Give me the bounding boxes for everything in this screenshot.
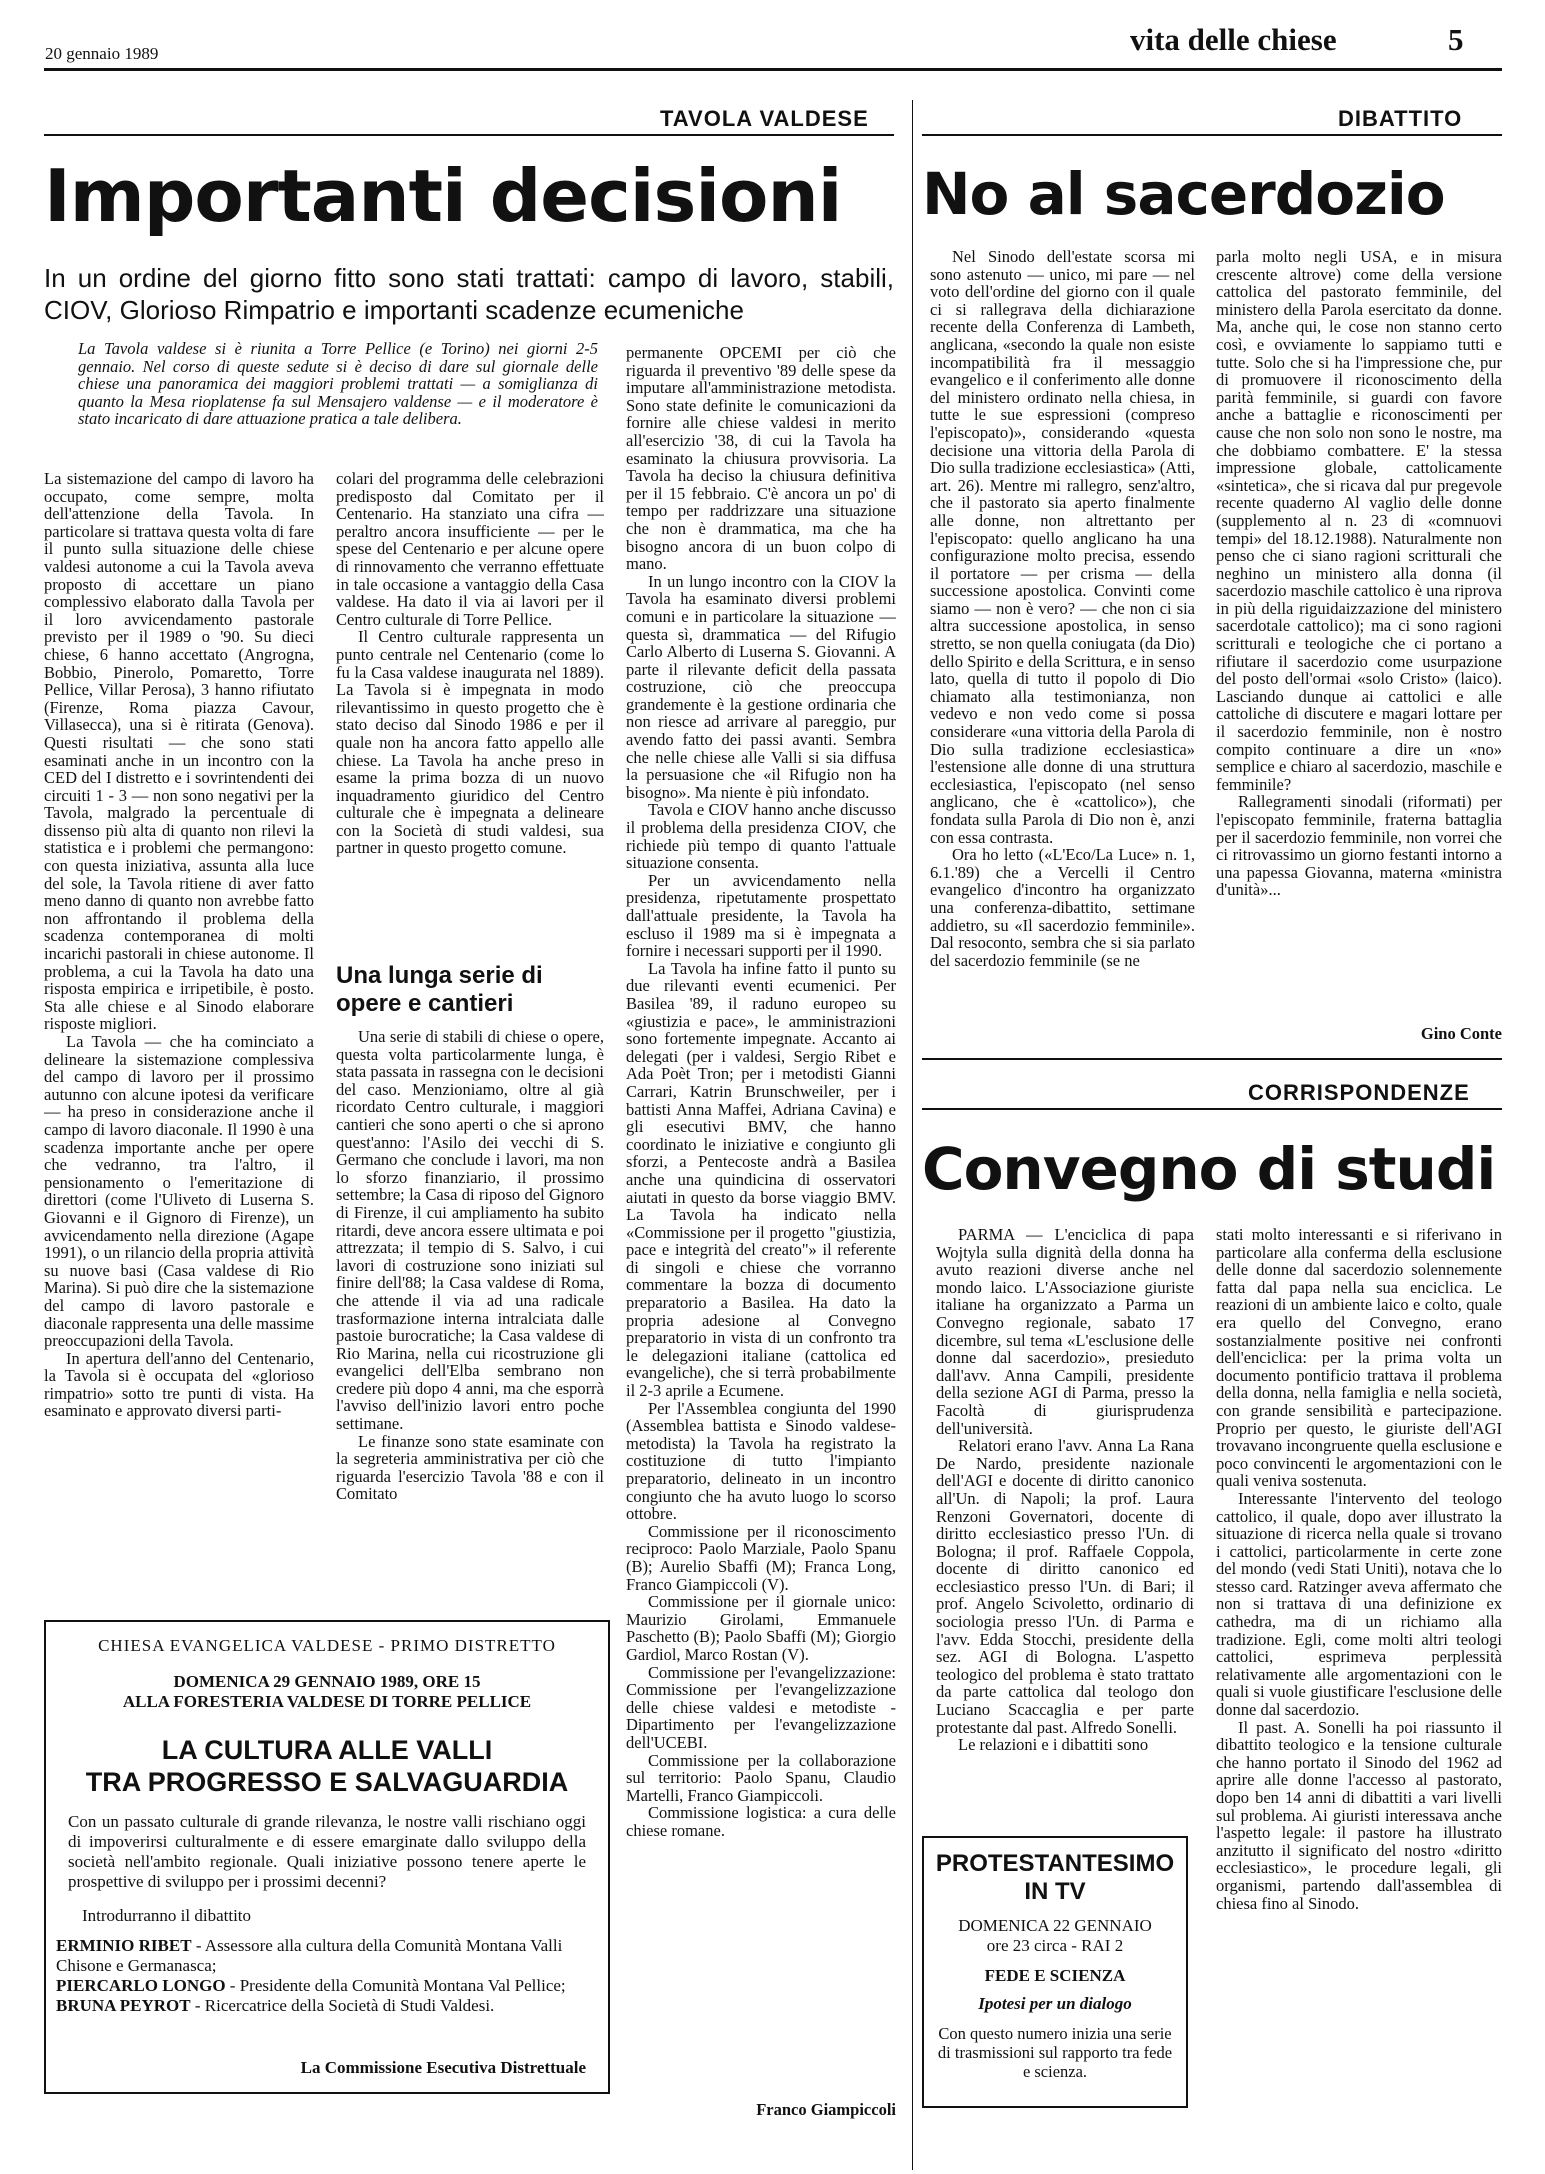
- tavola-kicker-rule: [44, 134, 894, 136]
- paragraph: Tavola e CIOV hanno anche discusso il problema della presidenza CIOV, che richiede più tempo di quanto l'attuale situazione consenta.: [626, 800, 896, 873]
- speaker: [56, 1976, 586, 1996]
- tavola-column-2b: [336, 1028, 604, 1600]
- ad-protestantesimo-tv: [922, 1836, 1188, 2108]
- paragraph: La sistemazione del campo di lavoro ha occupato, come sempre, molta dell'attenzione della Tavola. In particolare si trattava questa volta di fare il punto sulla situazione delle chiese valdesi autonome a cui la Tavola aveva proposto di accettare un piano complessivo elaborato dalla Tavola per il loro avvicendamento pastorale previsto per il 1989 o '90. Su dieci chiese, 6 hanno accettato (Angrogna, Bobbio, Pinerolo, Pomaretto, Torre Pellice, Villar Perosa), 3 hanno rifiutato (Firenze, Roma piazza Cavour, Villasecca), una si è ritirata (Genova). Questi risultati — che sono stati esaminati anche in un incontro con la CED del I distretto e i sovrintendenti dei circuiti 1 - 3 — non sono negativi per la Tavola, malgrado la percentuale di dissenso più alta di quanto non rilevi la statistica e i problemi che permangono: con questa iniziativa, assunta alla luce del sole, la Tavola ritiene di aver fatto meno danno di quanto non avrebbe fatto non affrontando il problema della scadenza contemporanea di molti incarichi pastorali in chiese autonome. Il problema, a cui la Tavola ha dato una risposta empirica e irripetibile, è posto. Sta alle chiese e al Sinodo elaborare risposte migliori.: [44, 470, 314, 1034]
- paragraph: PARMA — L'enciclica di papa Wojtyla sulla dignità della donna ha avuto reazioni diverse anche nel mondo laico. L'Associazione giuriste italiane ha organizzato a Parma un Convegno regionale, sabato 17 dicembre, sul tema «L'esclusione delle donne dal sacerdozio», presieduto dall'avv. Anna Campili, presidente della sezione AGI di Parma, presso la Facoltà di giurisprudenza dell'università.: [936, 1226, 1194, 1438]
- ad-body: Con un passato culturale di grande rilevanza, le nostre valli rischiano oggi di impoverirsi culturalmente e di essere emarginate dallo sviluppo della società nell'ambito regionale. Quali iniziative possono tenere aperte le prospettive di sviluppo per i prossimi decenni?: [68, 1812, 586, 1891]
- ad-title-1: LA CULTURA ALLE VALLI: [161, 1735, 493, 1765]
- header-rule: [44, 68, 1502, 71]
- paragraph: permanente OPCEMI per ciò che riguarda il preventivo '89 delle spese da imputare all'amministrazione metodista. Sono state definite le comunicazioni da fornire alle chiese valdesi in merito all'esercizio '38, di cui la Tavola ha esaminato la chiusura provvisoria. La Tavola ha deciso la chiusura definitiva per il 15 febbraio. C'è ancora un po' di tempo per raddrizzare una situazione che non è drammatica, ma che ha bisogno ancora di un buon colpo di mano.: [626, 344, 896, 574]
- column-divider: [912, 100, 913, 2170]
- section-rule: [922, 1058, 1502, 1060]
- tavola-standfirst: In un ordine del giorno fitto sono stati trattati: campo di lavoro, stabili, CIOV, Glorioso Rimpatrio e importanti scadenze ecumeniche: [44, 263, 894, 325]
- tv-title-2: IN TV: [1024, 1878, 1086, 1905]
- ad-venue: ALLA FORESTERIA VALDESE DI TORRE PELLICE: [122, 1692, 532, 1711]
- paragraph: La Tavola — che ha cominciato a delineare la sistemazione complessiva del campo di lavoro per il prossimo autunno con alcune ipotesi da verificare — ha preso in considerazione anche il campo di lavoro diaconale. Il 1990 è una scadenza importante anche per opere che vedranno, tra l'altro, il pensionamento o l'emeritazione di direttori (come l'Uliveto di Luserna S. Giovanni e il Gignoro di Firenze), un avvicendamento nella direzione (Agape 1991), o un rilancio della propria attività su nuove basi (Casa valdese di Rio Marina). Si può dire che la sistemazione del campo di lavoro pastorale e diaconale rappresenta una delle massime preoccupazioni della Tavola.: [44, 1032, 314, 1351]
- section-title: vita delle chiese: [1130, 22, 1337, 57]
- tavola-headline: Importanti decisioni: [44, 154, 842, 238]
- paragraph: Le finanze sono state esaminate con la segreteria amministrativa per ciò che riguarda l'esercizio Tavola '88 e con il Comitato: [336, 1431, 604, 1504]
- corrispondenze-headline: Convegno di studi: [922, 1135, 1496, 1203]
- speaker-role: - Ricercatrice della Società di Studi Valdesi.: [194, 1996, 495, 2015]
- tavola-column-2: [336, 470, 604, 950]
- paragraph: In apertura dell'anno del Centenario, la Tavola si è occupata del «glorioso rimpatrio» sotto tre punti di vista. Ha esaminato e approvato diversi parti-: [44, 1348, 314, 1421]
- paragraph: Per l'Assemblea congiunta del 1990 (Assemblea battista e Sinodo valdese-metodista) la Tavola ha registrato la costituzione di tutto l'impianto preparatorio, delineato in un incontro congiunto che ha avuto luogo lo scorso ottobre.: [626, 1398, 896, 1524]
- corrispondenze-kicker-rule: [922, 1108, 1502, 1110]
- dibattito-column-1: [930, 248, 1195, 1048]
- ad-organizer: CHIESA EVANGELICA VALDESE - PRIMO DISTRETTO: [98, 1636, 556, 1655]
- paragraph: La Tavola ha infine fatto il punto su due rilevanti eventi ecumenici. Per Basilea '89, il raduno europeo su «giustizia e pace», le amministrazioni sono fortemente impegnate. Accanto ai delegati (per i valdesi, Sergio Ribet e Ada Poèt Tron; per i metodisti Gianni Carrari, Katrin Brunschweiler, per i battisti Anna Maffei, Adriana Cavina) e gli esecutivi BMV, che hanno coordinato le iniziative e congiunto gli sforzi, a Pentecoste andrà a Basilea anche una quindicina di osservatori aiutati in questo da borse viaggio BMV. La Tavola ha indicato nella «Commissione per il progetto "giustizia, pace e integrità del creato"» il referente di singoli e chiese che vorranno commentare la bozza di documento preparatorio a Basilea. Ha dato la propria adesione al Convegno preparatorio in vista di un confronto tra le delegazioni italiane (cattolica ed evangeliche), che si terrà probabilmente il 2-3 aprile a Ecumene.: [626, 958, 896, 1401]
- tavola-subhead: Una lunga serie di opere e cantieri: [336, 962, 543, 1017]
- tv-body: Con questo numero inizia una serie di trasmissioni sul rapporto tra fede e scienza.: [937, 2024, 1173, 2081]
- dibattito-column-2: [1216, 248, 1502, 1018]
- tavola-kicker: TAVOLA VALDESE: [660, 106, 869, 131]
- ad-cultura-valli: [44, 1620, 610, 2094]
- paragraph: Commissione per l'evangelizzazione: Commissione per l'evangelizzazione delle chiese valdesi e metodiste - Dipartimento per l'evangelizzazione dell'UCEBI.: [626, 1662, 896, 1752]
- issue-date: 20 gennaio 1989: [45, 44, 159, 63]
- dibattito-kicker: DIBATTITO: [1338, 106, 1463, 131]
- paragraph: Commissione logistica: a cura delle chiese romane.: [626, 1803, 896, 1840]
- paragraph: Il past. A. Sonelli ha poi riassunto il dibattito teologico e la tensione culturale che hanno portato il Sinodo del 1962 ad aprire alle donne l'accesso al pastorato, dopo ben 14 anni di dibattiti a vari livelli sul problema. Ai giuristi interessava anche l'aspetto legale: il pastore ha illustrato anzitutto il significato del nostro «diritto ecclesiastico», le procedure legali, gli organismi, partendo dall'assemblea di chiesa fino al Sinodo.: [1216, 1717, 1502, 1913]
- paragraph: Una serie di stabili di chiese o opere, questa volta particolarmente lunga, è stata passata in rassegna con le decisioni del caso. Menzioniamo, oltre al già ricordato Centro culturale, i maggiori cantieri che sono aperti o che si aprono quest'anno: l'Asilo dei vecchi di S. Germano che conclude i lavori, ma non lo sforzo finanziario, il prossimo settembre; la Casa di riposo del Gignoro di Firenze, il cui ampliamento ha subito ritardi, deve ancora essere ultimata e poi attrezzata; il tempio di S. Salvo, i cui lavori di costruzione sono iniziati sul finire dell'88; la Casa valdese di Roma, che attende il via ad una radicale trasformazione interna intralciata dalle pastoie burocratiche; la Casa valdese di Rio Marina, nella cui ricostruzione gli evangelici dell'Elba sembrano non credere più dopo 4 anni, ma che esporrà l'avviso dell'inizio lavori entro poche settimane.: [336, 1028, 604, 1434]
- paragraph: Ora ho letto («L'Eco/La Luce» n. 1, 6.1.'89) che a Vercelli il Centro evangelico d'incontro ha organizzato una conferenza-dibattito, settimane addietro, su «Il sacerdozio femminile». Dal resoconto, sembra che si sia parlato del sacerdozio femminile (se ne: [930, 845, 1195, 970]
- paragraph: Rallegramenti sinodali (riformati) per l'episcopato femminile, fraterna battaglia per il sacerdozio femminile, non vorrei che ci ritrovassimo un giorno festanti intorno a una papessa Giovanna, materna «ministra d'unità»...: [1216, 792, 1502, 900]
- paragraph: stati molto interessanti e si riferivano in particolare alla conferma della esclusione delle donne dal sacerdozio solennemente fatta dal papa nella sua enciclica. Le reazioni di un ambiente laico e colto, quale era quello del Convegno, erano sostanzialmente positive nei confronti dell'enciclica: per la prima volta un documento pontificio trattava il problema della donna, nella famiglia e nella società, con grande sensibilità e partecipazione. Proprio per questo, le giuriste dell'AGI trovavano incongruente quella esclusione e poco convincenti le argomentazioni con le quali veniva sostenuta.: [1216, 1226, 1502, 1491]
- tv-program: FEDE E SCIENZA: [984, 1966, 1126, 1985]
- paragraph: Commissione per il riconoscimento reciproco: Paolo Marziale, Paolo Spanu (B); Aurelio Sbaffi (M); Franca Long, Franco Giampiccoli (V).: [626, 1521, 896, 1594]
- tv-subtitle: Ipotesi per un dialogo: [978, 1994, 1132, 2013]
- paragraph: parla molto negli USA, e in misura crescente altrove) come della versione cattolica del pastorato femminile, del ministero della Parola esercitato da donne. Ma, anche qui, le cose non stanno certo così, e ovviamente lo sappiamo tutti e tutte. Solo che si ha l'impressione che, pur di promuovere il riconoscimento della parità femminile, si guardi con favore anche a battaglie e riconoscimenti per cause che non solo non sono le nostre, ma che dobbiamo combattere. E' la stessa impressione globale, cattolicamente «sintetica», che si ricava dal pur pregevole recente quaderno Al vaglio delle donne (supplemento al n. 23 di «comnuovi tempi» del 18.12.1988). Naturalmente non penso che ci siano ragioni scritturali che neghino un ministero alla donna (il sacerdozio maschile cattolico è una riprova in più della riguidaizzazione del ministero sacerdotale cattolico); ma ci sono ragioni scritturali e teologiche che ci portano a rifiutare il sacerdozio come usurpazione del posto dell'ormai «solo Cristo» (laico). Lasciando dunque ai cattolici e alle cattoliche di discutere e magari lottare per il sacerdozio femminile, non è nostro compito continuare a dire un «no» semplice e chiaro al sacerdozio, maschile e femminile?: [1216, 248, 1502, 794]
- dibattito-signature: Gino Conte: [1420, 1024, 1502, 1043]
- tavola-column-3: [626, 344, 896, 2092]
- paragraph: In un lungo incontro con la CIOV la Tavola ha esaminato diversi problemi comuni e in particolare la situazione — questa sì, drammatica — del Rifugio Carlo Alberto di Luserna S. Giovanni. A parte il rilevante deficit della passata costruzione, ciò che preoccupa grandemente è la gestione ordinaria che non riesce ad arrivare al pareggio, pur avendo fatto dei passi avanti. Sembra che nelle chiese alle Valli si sia diffusa la persuasione che «il Rifugio non ha bisogno». Ma niente è più infondato.: [626, 571, 896, 802]
- tv-title-1: PROTESTANTESIMO: [935, 1850, 1175, 1877]
- paragraph: Per un avvicendamento nella presidenza, ripetutamente prospettato dall'attuale presidente, la Tavola ha escluso il 1989 ma si è impegnata a fornire i necessari supporti per il 1990.: [626, 870, 896, 961]
- speaker-role: - Assessore alla cultura della Comunità Montana Valli Chisone e Germanasca;: [56, 1936, 563, 1975]
- paragraph: colari del programma delle celebrazioni predisposto dal Comitato per il Centenario. Ha stanziato una cifra — peraltro ancora insufficiente — per le spese del Centenario e per alcune opere di rinnovamento che verranno effettuate in tale occasione a vantaggio della Casa valdese. Ha dato il via ai lavori per il Centro culturale di Torre Pellice.: [336, 470, 604, 629]
- paragraph: Commissione per il giornale unico: Maurizio Girolami, Emmanuele Paschetto (B); Paolo Sbaffi (M); Giorgio Gardiol, Marco Rostan (V).: [626, 1592, 896, 1664]
- tv-date: DOMENICA 22 GENNAIO: [958, 1916, 1152, 1935]
- ad-date: DOMENICA 29 GENNAIO 1989, ORE 15: [173, 1672, 481, 1691]
- speaker: [56, 1996, 586, 2016]
- tavola-signature: Franco Giampiccoli: [756, 2100, 896, 2119]
- ad-speakers: [56, 1936, 586, 2016]
- dibattito-kicker-rule: [922, 134, 1502, 136]
- speaker-name: PIERCARLO LONGO: [56, 1976, 226, 1995]
- tv-time: ore 23 circa - RAI 2: [986, 1936, 1124, 1955]
- speaker-name: BRUNA PEYROT: [56, 1996, 191, 2015]
- ad-title-2: TRA PROGRESSO E SALVAGUARDIA: [85, 1767, 569, 1797]
- dibattito-headline: No al sacerdozio: [922, 160, 1445, 228]
- ad-intro: Introdurranno il dibattito: [82, 1906, 252, 1925]
- corrispondenze-column-1: [936, 1226, 1194, 1816]
- corrispondenze-column-2: [1216, 1226, 1502, 2166]
- paragraph: Interessante l'intervento del teologo cattolico, il quale, dopo aver illustrato la situazione di ricerca nella quale si trovano i cattolici, particolarmente in certe zone del mondo (vedi Stati Uniti), notava che lo stesso card. Ratzinger aveva affermato che non si trattava di una definizione ex cathedra, ma di un richiamo alla tradizione. Egli, come molti altri teologi cattolici, esprimeva perplessità relativamente alle argomentazioni con le quali si vuole giustificare l'esclusione delle donne dal sacerdozio.: [1216, 1488, 1502, 1720]
- corrispondenze-kicker: CORRISPONDENZE: [1248, 1080, 1470, 1105]
- page-number: 5: [1448, 22, 1464, 57]
- paragraph: Le relazioni e i dibattiti sono: [958, 1735, 1149, 1755]
- speaker-name: ERMINIO RIBET: [56, 1936, 192, 1955]
- tavola-intro: La Tavola valdese si è riunita a Torre Pellice (e Torino) nei giorni 2-5 gennaio. Nel corso di queste sedute si è deciso di dare sul giornale delle chiese una panoramica dei maggiori problemi trattati — a somiglianza di quanto la Mesa rioplatense fa sul Mensajero valdense — e il moderatore è stato incaricato di dare attuazione pratica a tale delibera.: [78, 340, 598, 428]
- paragraph: Commissione per la collaborazione sul territorio: Paolo Spanu, Claudio Martelli, Franco Giampiccoli.: [626, 1750, 896, 1805]
- ad-footer: La Commissione Esecutiva Distrettuale: [300, 2058, 586, 2077]
- paragraph: Relatori erano l'avv. Anna La Rana De Nardo, presidente nazionale dell'AGI e docente di diritto canonico all'Un. di Napoli; la prof. Laura Renzoni Governatori, docente di diritto ecclesiastico presso l'Un. di Bologna; il prof. Raffaele Coppola, docente di diritto canonico ed ecclesiastico presso l'Un. di Bari; il prof. Angelo Scivoletto, ordinario di sociologia presso l'Un. di Parma e l'avv. Edda Stocchi, presidente della sez. AGI di Bologna. L'aspetto teologico del problema è stato trattato da parte cattolica dal teologo don Luciano Scaccaglia e per parte protestante dal past. Alfredo Sonelli.: [936, 1436, 1194, 1737]
- speaker: [56, 1936, 586, 1976]
- paragraph: Il Centro culturale rappresenta un punto centrale nel Centenario (come lo fu la Casa valdese inaugurata nel 1889). La Tavola si è impegnata in modo rilevantissimo in questo progetto che è stato deciso dal Sinodo 1986 e per il quale non ha ancora fatto appello alle chiese. La Tavola ha anche preso in esame la prima bozza di un nuovo inquadramento giuridico del Centro culturale che è impegnata a delineare con la Società di studi valdesi, sua partner in questo progetto comune.: [336, 627, 604, 858]
- tavola-column-1: [44, 470, 314, 1600]
- speaker-role: - Presidente della Comunità Montana Val Pellice;: [229, 1976, 566, 1995]
- paragraph: Nel Sinodo dell'estate scorsa mi sono astenuto — unico, mi pare — nel voto dell'ordine del giorno con il quale ci si rallegrava della dichiarazione recente della Conferenza di Lambeth, anglicana, «secondo la quale non esiste incompatibilità fra il messaggio evangelico e il conferimento alle donne del ministero ordinato nella chiesa, in tutte le sue espressioni (compreso l'episcopato)», considerando «questa decisione una vittoria della Parola di Dio sulla tradizione ecclesiastica» (Atti, art. 26). Mentre mi rallegro, senz'altro, che il pastorato sia aperto finalmente alle donne, non altrettanto per l'episcopato: quello anglicano ha una configurazione molto precisa, essendo il portatore — per crisma — della successione apostolica. Convinti come siamo — non è vero? — che non ci sia altra successione apostolica, in senso stretto, se non quella coniugata (da Dio) dello Spirito e della Scrittura, e in senso lato, quella di tutto il popolo di Dio chiamato alla testimonianza, non vedevo e non vedo come si possa considerare «una vittoria della Parola di Dio sulla tradizione ecclesiastica» l'estensione alle donne di una struttura ecclesiastica, l'episcopato (nel senso anglicano, che è «cattolico»), che fondata sulla Parola di Dio non è, anzi con essa contrasta.: [930, 248, 1195, 847]
